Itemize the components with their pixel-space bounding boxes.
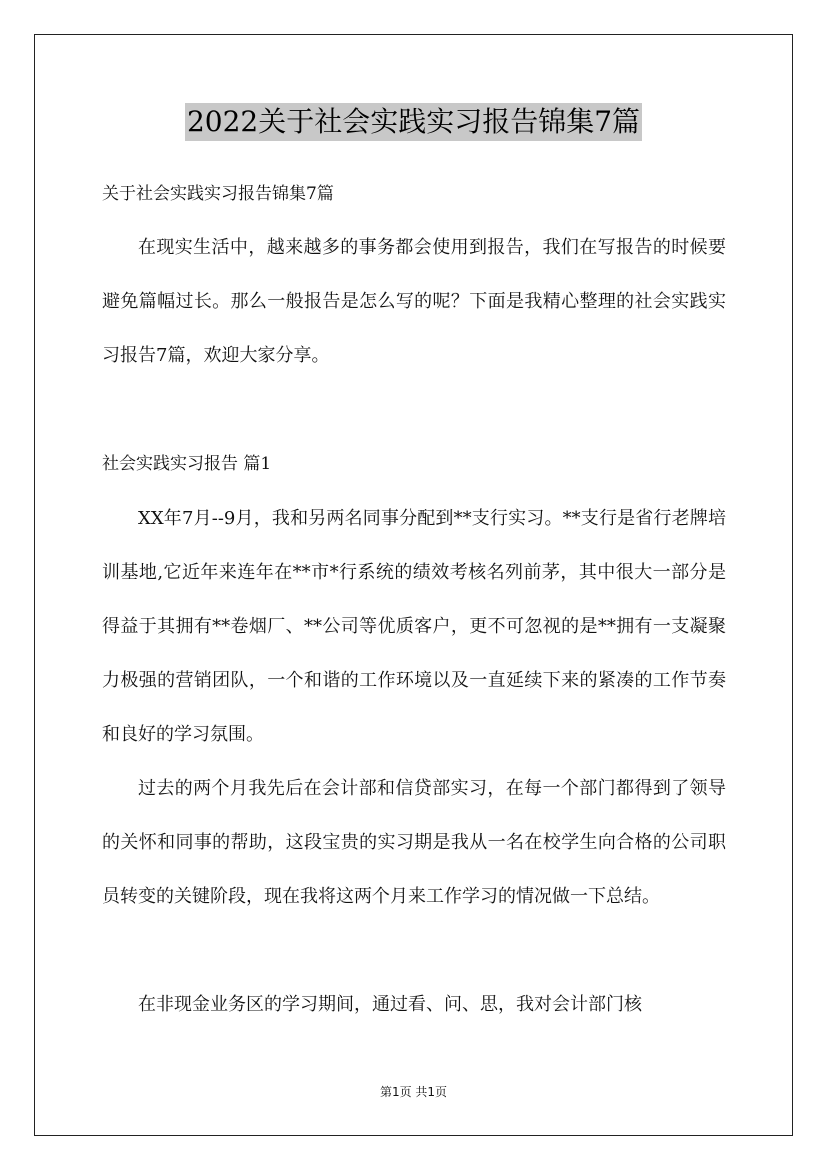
document-subtitle: 关于社会实践实习报告锦集7篇: [102, 184, 334, 204]
title-container: [0, 103, 827, 141]
document-title: 2022关于社会实践实习报告锦集7篇: [185, 103, 642, 141]
body-paragraph-2: 过去的两个月我先后在会计部和信贷部实习，在每一个部门都得到了领导的关怀和同事的帮助，这段宝贵的实习期是我从一名在校学生向合格的公司职员转变的关键阶段，现在我将这两个月来工作学习的情况做一下总结。: [102, 778, 726, 907]
body-paragraph-3: 在非现金业务区的学习期间，通过看、问、思，我对会计部门核: [138, 994, 642, 1015]
intro-paragraph: 在现实生活中，越来越多的事务都会使用到报告，我们在写报告的时候要避免篇幅过长。那么一般报告是怎么写的呢？下面是我精心整理的社会实践实习报告7篇，欢迎大家分享。: [102, 237, 726, 366]
body-paragraph-1: XX年7月--9月，我和另两名同事分配到**支行实习。**支行是省行老牌培训基地,它近年来连年在**市*行系统的绩效考核名列前茅，其中很大一部分是得益于其拥有**卷烟厂、**公司等优质客户，更不可忽视的是**拥有一支凝聚力极强的营销团队，一个和谐的工作环境以及一直延续下来的紧凑的工作节奏和良好的学习氛围。: [102, 508, 726, 745]
page-number-footer: 第1页 共1页: [379, 1085, 448, 1099]
section-heading: 社会实践实习报告 篇1: [102, 454, 272, 474]
